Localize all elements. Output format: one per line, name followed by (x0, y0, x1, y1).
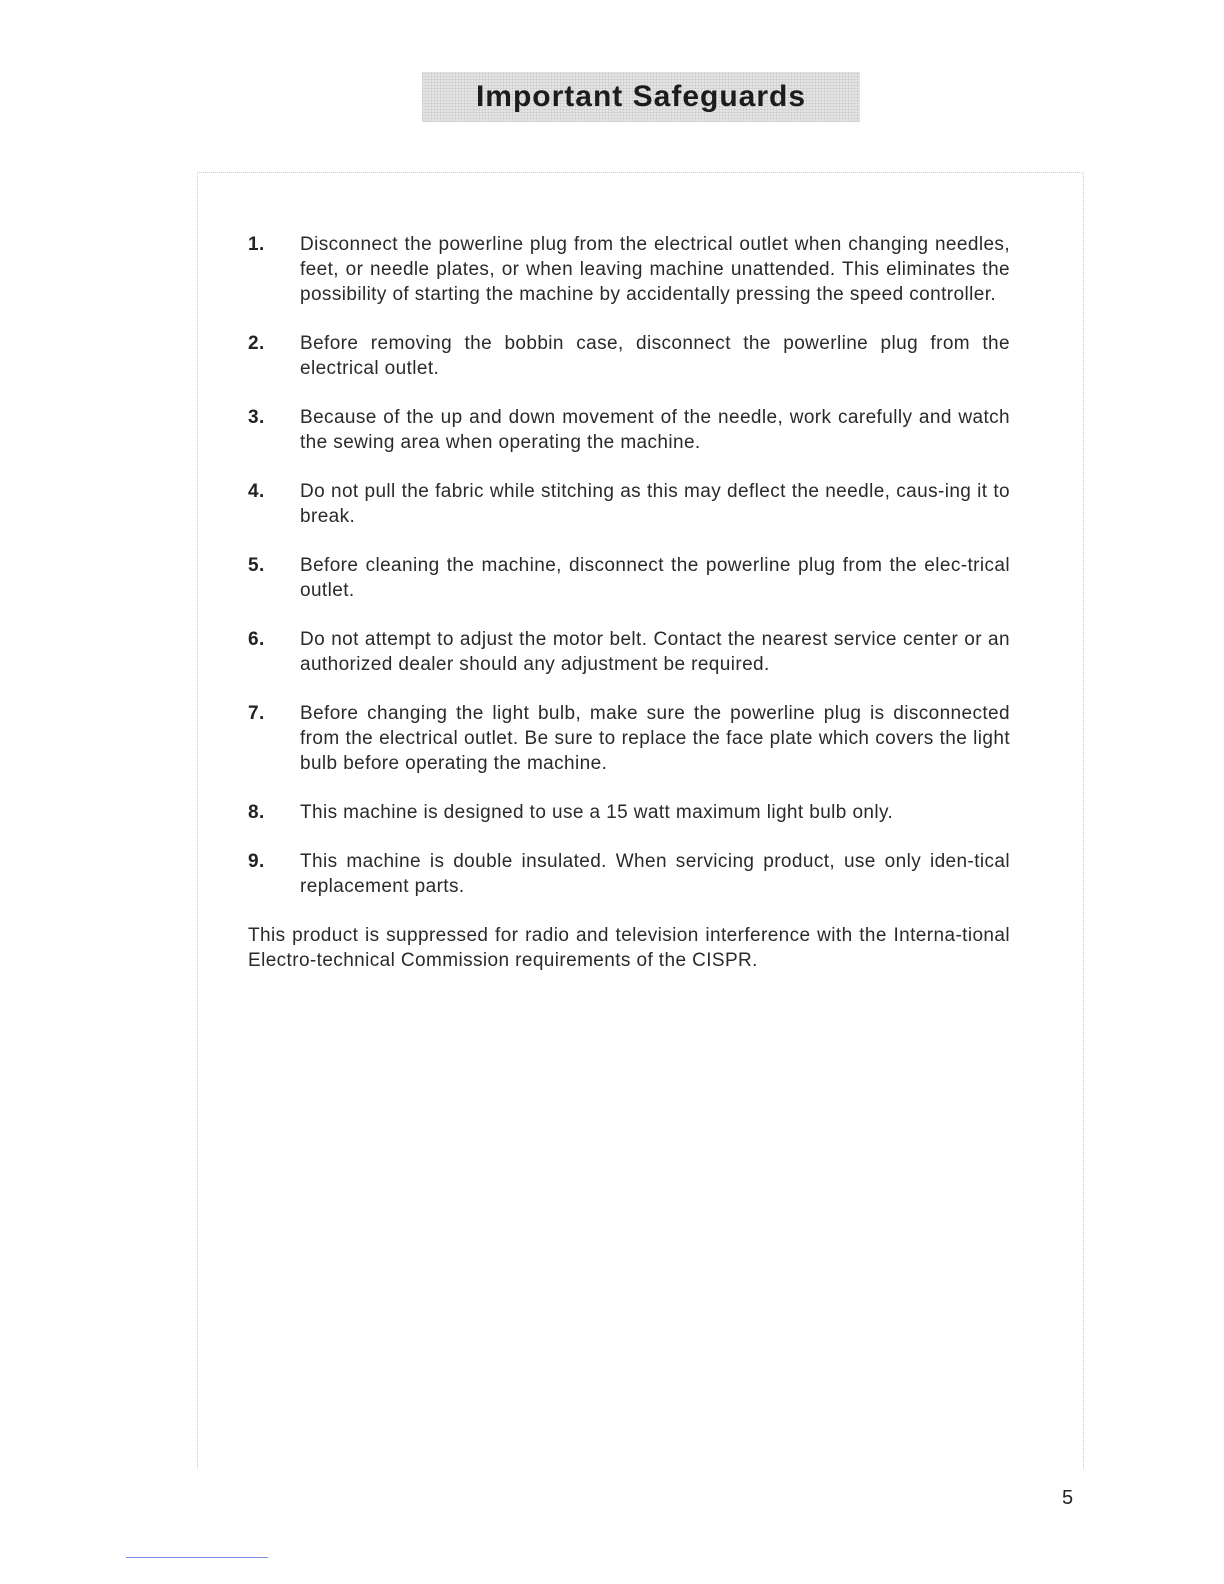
item-text: Before cleaning the machine, disconnect the powerline plug from the elec-trical outlet. (300, 555, 1010, 601)
item-number: 3. (248, 407, 265, 428)
item-number: 7. (248, 703, 265, 724)
item-text: Disconnect the powerline plug from the electrical outlet when changing needles, feet, or needle plates, or when leaving machine unattended. This eliminates the possibility of starting the machine by accidentally pressing the speed controller. (300, 234, 1010, 305)
item-number: 6. (248, 629, 265, 650)
item-text: Because of the up and down movement of the needle, work carefully and watch the sewing area when operating the machine. (300, 407, 1010, 453)
item-text: This machine is double insulated. When servicing product, use only iden-tical replacement parts. (300, 851, 1010, 897)
item-number: 2. (248, 333, 265, 354)
item-text: Do not pull the fabric while stitching as this may deflect the needle, caus-ing it to break. (300, 481, 1010, 527)
safeguard-item (248, 331, 1010, 381)
item-number: 8. (248, 802, 265, 823)
item-text: Before changing the light bulb, make sure the powerline plug is disconnected from the electrical outlet. Be sure to replace the face plate which covers the light bulb before operating the machine. (300, 703, 1010, 774)
item-number: 4. (248, 481, 265, 502)
footer-rule (126, 1557, 268, 1558)
safeguard-item (248, 405, 1010, 455)
safeguard-item (248, 849, 1010, 899)
interference-note: This product is suppressed for radio and television interference with the Interna-tional Electro-technical Commission requirements of the CISPR. (248, 925, 1010, 971)
safeguards-content (248, 232, 1010, 973)
item-text: Before removing the bobbin case, disconnect the powerline plug from the electrical outlet. (300, 333, 1010, 379)
page-title: Important Safeguards (475, 80, 807, 113)
item-number: 9. (248, 851, 265, 872)
title-banner (422, 72, 860, 122)
item-text: This machine is designed to use a 15 watt maximum light bulb only. (300, 802, 894, 823)
safeguard-item (248, 232, 1010, 307)
page-number: 5 (1062, 1487, 1074, 1509)
safeguard-item (248, 701, 1010, 776)
safeguard-item (248, 479, 1010, 529)
safeguard-item (248, 627, 1010, 677)
item-number: 5. (248, 555, 265, 576)
safeguard-item (248, 800, 1010, 825)
safeguard-item (248, 553, 1010, 603)
item-text: Do not attempt to adjust the motor belt. Contact the nearest service center or an authorized dealer should any adjustment be required. (300, 629, 1010, 675)
item-number: 1. (248, 234, 265, 255)
